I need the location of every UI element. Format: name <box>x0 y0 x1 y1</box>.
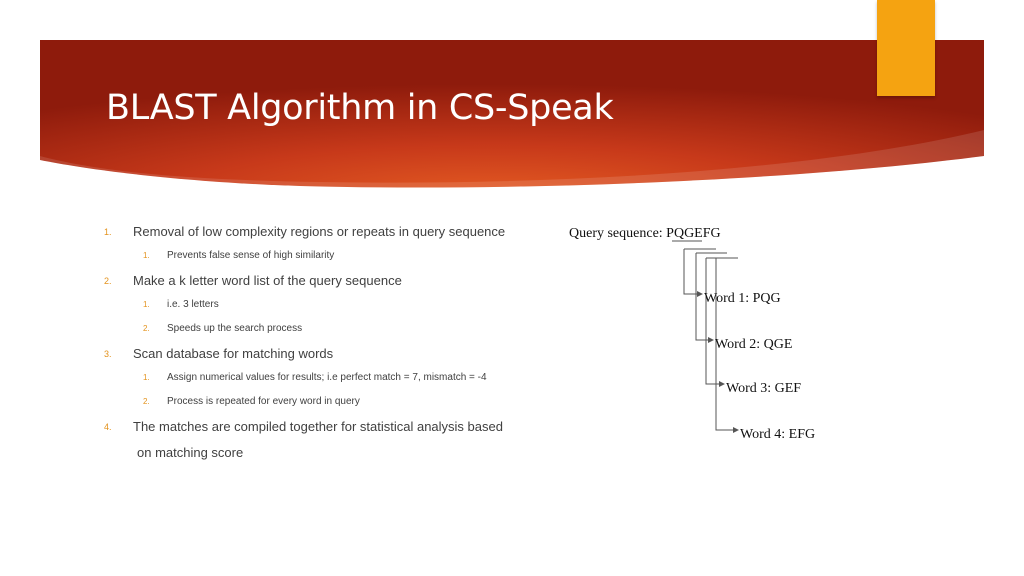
sublist-text: i.e. 3 letters <box>167 299 219 310</box>
word-label-3: Word 3: GEF <box>726 381 802 396</box>
arrow-icon <box>708 337 714 343</box>
slide-title: BLAST Algorithm in CS-Speak <box>106 88 614 128</box>
list-number: 2. <box>104 276 112 286</box>
sublist-text: Prevents false sense of high similarity <box>167 250 335 261</box>
sublist-number: 1. <box>143 373 150 382</box>
query-label: Query sequence: PQGEFG <box>569 226 721 241</box>
sublist-number: 1. <box>143 251 150 260</box>
word-label-1: Word 1: PQG <box>704 291 781 306</box>
arrow-icon <box>733 427 739 433</box>
sublist-text: Speeds up the search process <box>167 323 303 334</box>
sublist-text: Assign numerical values for results; i.e perfect match = 7, mismatch = -4 <box>167 372 487 383</box>
list-text: Make a k letter word list of the query sequence <box>133 273 402 288</box>
list-text: Removal of low complexity regions or repeats in query sequence <box>133 224 506 239</box>
list-number: 3. <box>104 349 112 359</box>
sublist-number: 1. <box>143 300 150 309</box>
word-label-2: Word 2: QGE <box>715 337 793 352</box>
list-text: Scan database for matching words <box>133 346 334 361</box>
arrow-icon <box>719 381 725 387</box>
list-item-4-continuation: on matching score <box>137 445 244 460</box>
sublist-text: Process is repeated for every word in query <box>167 396 360 407</box>
list-number: 1. <box>104 227 112 237</box>
sublist-number: 2. <box>143 397 150 406</box>
sublist-number: 2. <box>143 324 150 333</box>
connector-lines <box>672 241 738 430</box>
word-label-4: Word 4: EFG <box>740 427 816 442</box>
arrow-icon <box>697 291 703 297</box>
list-text: The matches are compiled together for statistical analysis based <box>133 419 503 434</box>
arrowheads <box>697 291 739 433</box>
list-number: 4. <box>104 422 112 432</box>
